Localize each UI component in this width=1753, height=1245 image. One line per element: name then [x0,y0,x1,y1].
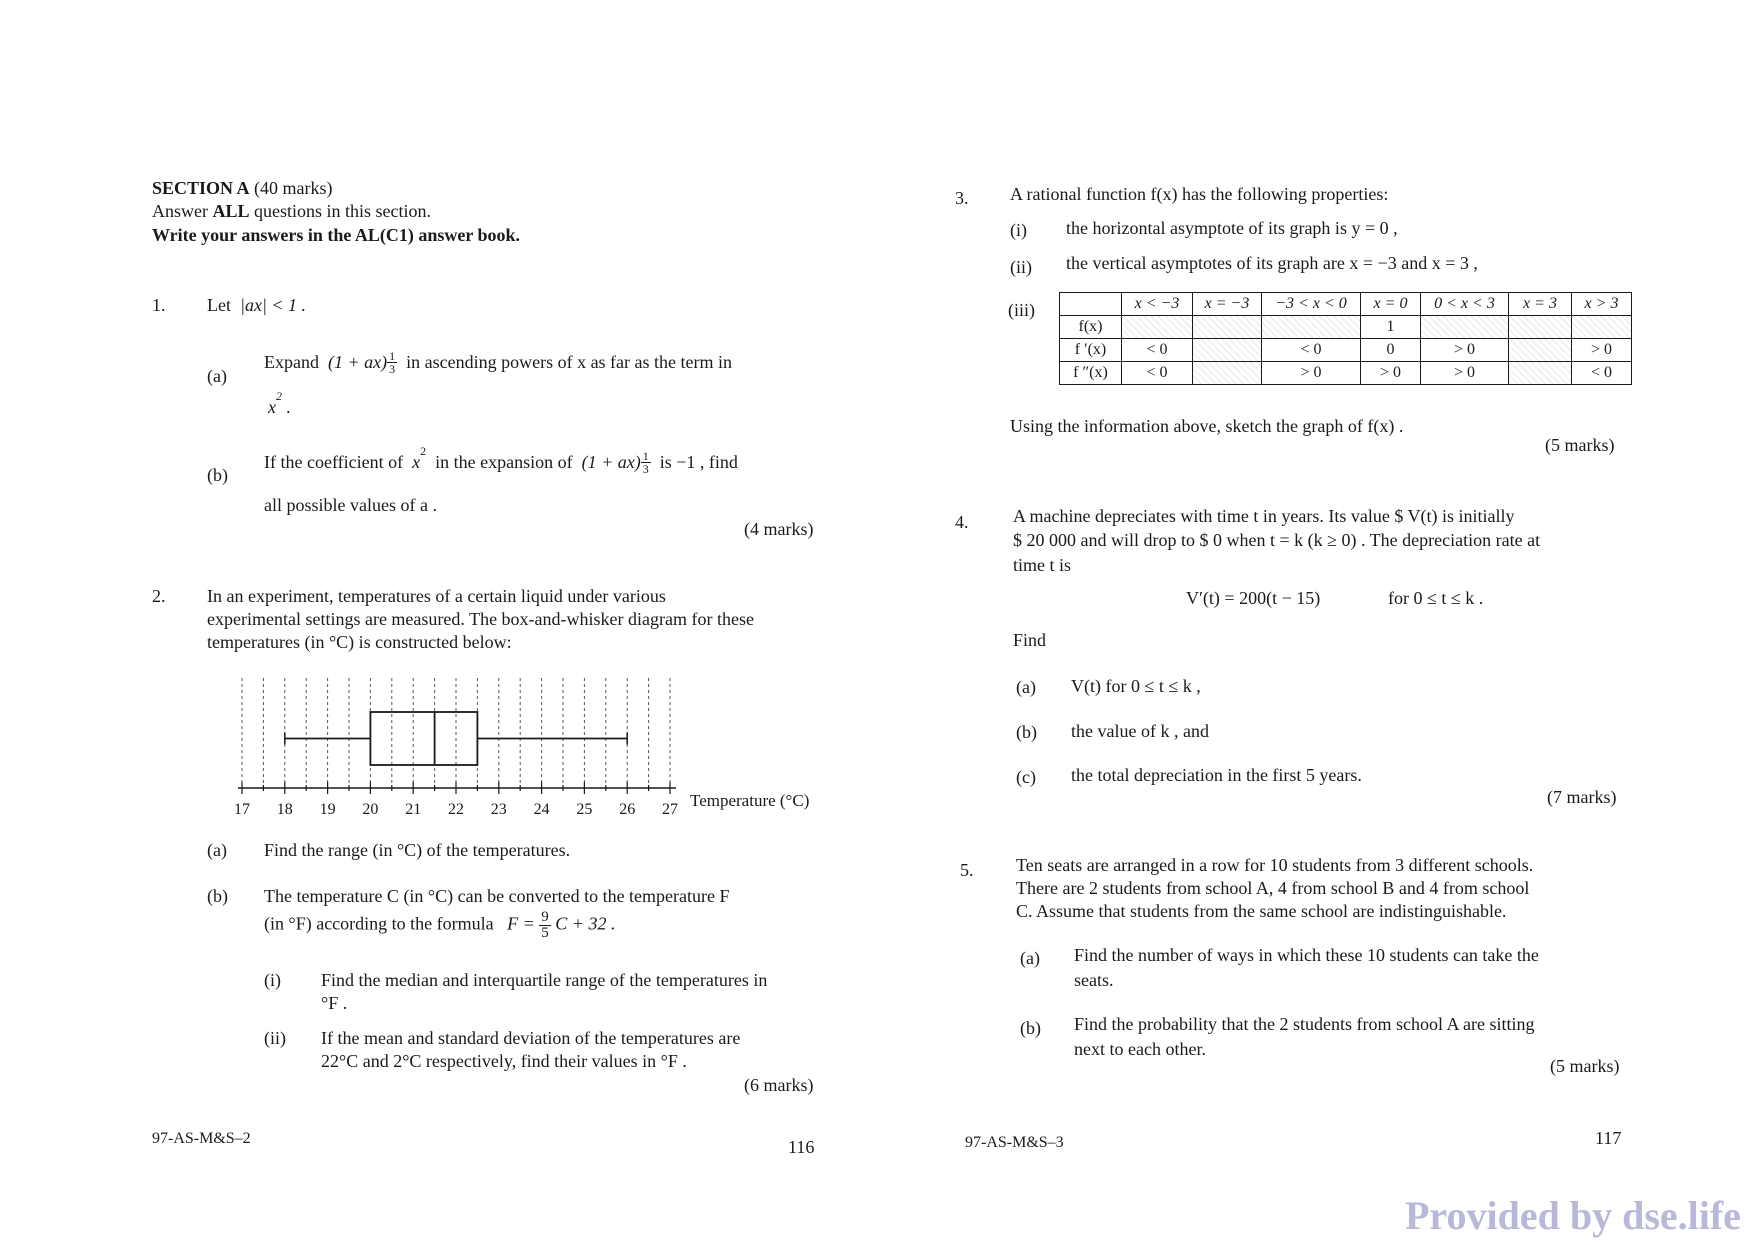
table-cell: < 0 [1572,362,1632,385]
table-cell: > 0 [1262,362,1361,385]
x-tick-label: 23 [490,801,507,818]
q1-intro [207,295,306,316]
q2bii-text-1: If the mean and standard deviation of the temperatures are [321,1028,741,1048]
table-cell-blank [1509,362,1572,385]
q4-formula-domain: for 0 ≤ t ≤ k . [1388,588,1484,608]
q1a-line2-x: x [268,397,276,417]
q4a-label: (a) [1016,677,1036,697]
q1a-line2-post: . [286,397,291,417]
header-cell: x < −3 [1122,293,1193,316]
x-tick-label: 20 [362,801,379,818]
q1b-label: (b) [207,465,228,485]
header-cell: 0 < x < 3 [1421,293,1509,316]
row-label: f(x) [1060,316,1122,339]
interquartile-box [370,712,477,765]
q4b-text: the value of k , and [1071,721,1209,741]
table-cell-blank [1421,316,1509,339]
q1b-x-sup: 2 [420,444,427,458]
table-cell-blank [1122,316,1193,339]
q2b-formula-fraction [539,910,551,941]
row-label: f ″(x) [1060,362,1122,385]
q4-formula: V′(t) = 200(t − 15) [1186,588,1321,608]
q1a-line2 [268,389,291,418]
q2a-label: (a) [207,840,227,860]
q2-line1: In an experiment, temperatures of a certain liquid under various [207,586,666,606]
q1-number: 1. [152,295,166,315]
table-cell: < 0 [1122,362,1193,385]
table-cell-blank [1572,316,1632,339]
table-cell-blank [1193,339,1262,362]
q2-number: 2. [152,586,166,606]
q2b-text-2 [264,910,615,941]
q4-find: Find [1013,630,1047,650]
q1a-exponent [387,350,397,375]
x-tick-label: 21 [405,801,422,818]
q3iii-label: (iii) [1008,300,1035,320]
q1a-expr: (1 + ax) [327,352,388,372]
table-cell-blank [1509,339,1572,362]
q3-task: Using the information above, sketch the graph of f(x) . [1010,416,1404,436]
q1b-x: x [412,452,421,472]
table-cell: > 0 [1421,362,1509,385]
q5b-label: (b) [1020,1018,1041,1038]
q3-marks: (5 marks) [1545,435,1615,455]
x-tick-label: 24 [533,801,550,818]
q2b-formula-pre: F = [507,913,535,934]
x-tick-label: 26 [619,801,636,818]
q4c-label: (c) [1016,767,1036,787]
table-cell-blank [1193,316,1262,339]
right-page-number: 117 [1595,1128,1622,1148]
section-title: SECTION A [152,178,250,198]
table-cell-blank [1262,316,1361,339]
q1b-exponent [641,450,651,475]
q1a-exp-den: 3 [389,362,396,376]
q1-intro-math: |ax| < 1 . [240,295,307,315]
watermark: Provided by dse.life [1405,1193,1741,1238]
table-cell: > 0 [1572,339,1632,362]
header-cell: x = 3 [1509,293,1572,316]
table-cell: 0 [1361,339,1421,362]
q3-number: 3. [955,188,969,208]
q4-marks: (7 marks) [1547,787,1617,807]
q3-properties-table-wrap [1059,292,1632,385]
section-heading [152,178,333,199]
instruction-1-bold: ALL [212,201,250,221]
q1a-text-pre: Expand [264,352,319,372]
q2b-formula-post: C + 32 . [555,913,616,934]
q2b-text-2-pre: (in °F) according to the formula [264,913,494,934]
x-tick-label: 22 [448,801,464,818]
q4-line3: time t is [1013,555,1071,575]
box-whisker-chart [200,670,840,825]
header-cell: x = 0 [1361,293,1421,316]
q2b-text-1: The temperature C (in °C) can be converted to the temperature F [264,886,730,906]
q2bii-text-2: 22°C and 2°C respectively, find their values in °F . [321,1051,687,1071]
q5-line3: C. Assume that students from the same school are indistinguishable. [1016,901,1507,921]
q5-marks: (5 marks) [1550,1056,1620,1076]
table-cell: > 0 [1421,339,1509,362]
header-cell [1060,293,1122,316]
q1b-exp-num: 1 [642,449,649,463]
chart-xlabel: Temperature (°C) [690,791,810,810]
x-tick-label: 17 [234,801,250,818]
q1a-label: (a) [207,366,227,386]
q1a-text-post: in ascending powers of x as far as the term in [406,352,733,372]
q5-line2: There are 2 students from school A, 4 from school B and 4 from school [1016,878,1530,898]
q4b-label: (b) [1016,722,1037,742]
q5a-label: (a) [1020,948,1040,968]
q4c-text: the total depreciation in the first 5 years. [1071,765,1362,785]
x-tick-label: 25 [576,801,593,818]
instruction-1-pre: Answer [152,201,208,221]
q3ii-label: (ii) [1010,257,1032,277]
q1a-line2-sup: 2 [276,389,282,403]
table-cell-blank [1193,362,1262,385]
q1a-text [264,349,733,377]
header-cell: x > 3 [1572,293,1632,316]
q5a-text-2: seats. [1074,970,1114,990]
q5b-text-1: Find the probability that the 2 students from school A are sitting [1074,1014,1535,1034]
q2b-label: (b) [207,886,228,906]
table-cell: < 0 [1122,339,1193,362]
q1b-text-3: is −1 , find [659,452,738,472]
q3-intro: A rational function f(x) has the following properties: [1010,184,1389,204]
q3i-label: (i) [1010,220,1027,240]
q4-line2: $ 20 000 and will drop to $ 0 when t = k (k ≥ 0) . The depreciation rate at [1013,530,1541,550]
table-cell: < 0 [1262,339,1361,362]
q4a-text: V(t) for 0 ≤ t ≤ k , [1071,676,1201,696]
table-row [1060,362,1632,385]
q1b-text [264,444,738,477]
instruction-2: Write your answers in the AL(C1) answer book. [152,225,521,245]
q3ii-text: the vertical asymptotes of its graph are x = −3 and x = 3 , [1066,253,1478,273]
q2-marks: (6 marks) [744,1075,814,1095]
q2bi-text-2: °F . [321,993,348,1013]
table-cell: 1 [1361,316,1421,339]
q4-number: 4. [955,512,969,532]
table-row [1060,316,1632,339]
q1b-expr: (1 + ax) [581,452,641,472]
left-footer-code: 97-AS-M&S–2 [152,1130,251,1147]
q2-line3: temperatures (in °C) is constructed below: [207,632,512,652]
q5b-text-2: next to each other. [1074,1039,1206,1059]
right-footer-code: 97-AS-M&S–3 [965,1134,1064,1151]
q2bi-text-1: Find the median and interquartile range of the temperatures in [321,970,768,990]
q1b-exp-den: 3 [642,462,649,476]
q3-properties-table [1059,292,1632,385]
x-tick-label: 27 [662,801,678,818]
q2b-formula-den: 5 [541,925,549,941]
x-tick-label: 19 [319,801,336,818]
q3i-text: the horizontal asymptote of its graph is y = 0 , [1066,218,1398,238]
q1-intro-pre: Let [207,295,231,315]
instruction-1-post: questions in this section. [254,201,432,221]
row-label: f ′(x) [1060,339,1122,362]
q1b-line2: all possible values of a . [264,495,437,515]
header-cell: x = −3 [1193,293,1262,316]
q5-line1: Ten seats are arranged in a row for 10 students from 3 different schools. [1016,855,1534,875]
table-cell-blank [1509,316,1572,339]
q2-line2: experimental settings are measured. The box-and-whisker diagram for these [207,609,754,629]
q1-marks: (4 marks) [744,519,814,539]
q5-number: 5. [960,860,974,880]
instruction-1 [152,201,431,222]
q1b-text-1: If the coefficient of [264,452,404,472]
header-cell: −3 < x < 0 [1262,293,1361,316]
q1b-text-2: in the expansion of [435,452,573,472]
section-marks: (40 marks) [254,178,333,198]
q1a-exp-num: 1 [389,349,396,363]
x-tick-label: 18 [276,801,293,818]
q2b-formula-num: 9 [541,909,549,925]
q2a-text: Find the range (in °C) of the temperatures. [264,840,571,860]
q2bii-label: (ii) [264,1028,286,1048]
q5a-text-1: Find the number of ways in which these 10 students can take the [1074,945,1539,965]
table-cell: > 0 [1361,362,1421,385]
q2bi-label: (i) [264,970,281,990]
left-page-number: 116 [788,1137,815,1157]
table-header-row [1060,293,1632,316]
table-row [1060,339,1632,362]
q4-line1: A machine depreciates with time t in years. Its value $ V(t) is initially [1013,506,1515,526]
